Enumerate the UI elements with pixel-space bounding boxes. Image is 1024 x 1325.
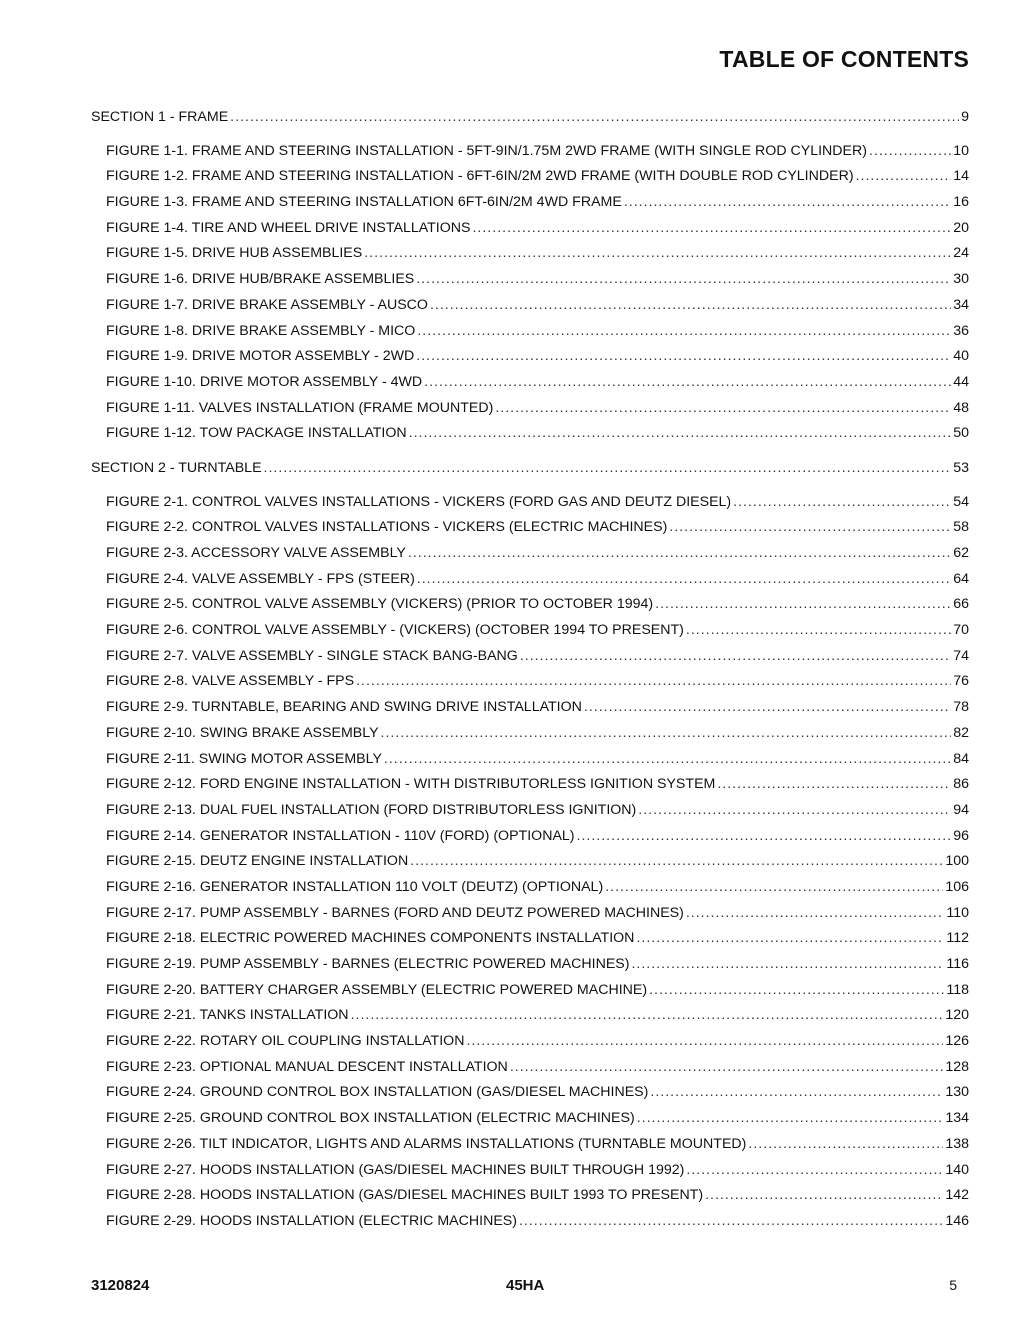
toc-entry-page: 142 <box>945 1187 969 1204</box>
toc-figure-entry[interactable] <box>91 569 969 595</box>
toc-figure-entry[interactable] <box>91 723 969 749</box>
toc-figure-entry[interactable] <box>91 295 969 321</box>
toc-figure-entry[interactable] <box>91 543 969 569</box>
dot-leader <box>686 903 945 923</box>
toc-entry-label: FIGURE 1-1. FRAME AND STEERING INSTALLATION - 5FT-9IN/1.75M 2WD FRAME (WITH SINGLE ROD CYLINDER) <box>106 142 867 159</box>
toc-entry-label: FIGURE 1-3. FRAME AND STEERING INSTALLATION 6FT-6IN/2M 4WD FRAME <box>106 194 622 211</box>
toc-figure-entry[interactable] <box>91 192 969 218</box>
toc-figure-entry[interactable] <box>91 1057 969 1083</box>
dot-leader <box>748 1134 943 1154</box>
toc-figure-entry[interactable] <box>91 1005 969 1031</box>
toc-entry-label: FIGURE 2-6. CONTROL VALVE ASSEMBLY - (VICKERS) (OCTOBER 1994 TO PRESENT) <box>106 622 684 639</box>
toc-entry-page: 100 <box>945 853 969 870</box>
toc-figure-entry[interactable] <box>91 800 969 826</box>
toc-entry-label: FIGURE 1-11. VALVES INSTALLATION (FRAME MOUNTED) <box>106 399 494 416</box>
toc-entry-page: 9 <box>961 109 969 125</box>
dot-leader <box>466 1031 943 1051</box>
toc-entry-page: 10 <box>953 142 969 159</box>
toc-entry-page: 118 <box>946 981 969 998</box>
toc-figure-entry[interactable] <box>91 517 969 543</box>
toc-entry-page: 48 <box>953 399 969 416</box>
dot-leader <box>410 851 943 871</box>
model-name: 45HA <box>506 1277 545 1294</box>
toc-entry-label: FIGURE 2-11. SWING MOTOR ASSEMBLY <box>106 750 382 767</box>
toc-entry-page: 110 <box>946 904 969 921</box>
toc-figure-entry[interactable] <box>91 877 969 903</box>
dot-leader <box>472 218 951 238</box>
toc-figure-entry[interactable] <box>91 1108 969 1134</box>
toc-figure-entry[interactable] <box>91 980 969 1006</box>
toc-entry-page: 84 <box>953 750 969 767</box>
toc-entry-page: 86 <box>953 776 969 793</box>
toc-entry-page: 54 <box>953 493 969 510</box>
toc-figure-entry[interactable] <box>91 166 969 192</box>
toc-section-entry[interactable] <box>91 107 969 133</box>
toc-entry-page: 74 <box>953 647 969 664</box>
toc-figure-entry[interactable] <box>91 1082 969 1108</box>
toc-entry-label: FIGURE 2-18. ELECTRIC POWERED MACHINES COMPONENTS INSTALLATION <box>106 930 635 947</box>
toc-entry-label: FIGURE 1-6. DRIVE HUB/BRAKE ASSEMBLIES <box>106 271 415 288</box>
toc-entry-page: 14 <box>953 168 969 185</box>
dot-leader <box>430 295 951 315</box>
toc-entry-page: 44 <box>953 373 969 390</box>
toc-figure-entry[interactable] <box>91 492 969 518</box>
toc-entry-label: SECTION 2 - TURNTABLE <box>91 459 262 476</box>
dot-leader <box>717 774 951 794</box>
toc-entry-label: FIGURE 2-26. TILT INDICATOR, LIGHTS AND ALARMS INSTALLATIONS (TURNTABLE MOUNTED) <box>106 1135 747 1152</box>
toc-entry-page: 58 <box>953 519 969 536</box>
toc-entry-page: 140 <box>945 1161 969 1178</box>
toc-entry-page: 78 <box>953 699 969 716</box>
toc-entry-page: 126 <box>945 1033 969 1050</box>
dot-leader <box>356 671 951 691</box>
toc-figure-entry[interactable] <box>91 774 969 800</box>
dot-leader <box>686 1160 943 1180</box>
dot-leader <box>655 594 951 614</box>
toc-entry-page: 128 <box>945 1058 969 1075</box>
toc-entry-label: FIGURE 1-2. FRAME AND STEERING INSTALLATION - 6FT-6IN/2M 2WD FRAME (WITH DOUBLE ROD CYLINDER) <box>106 168 854 185</box>
toc-section-entry[interactable] <box>91 458 969 484</box>
toc-entry-label: FIGURE 2-10. SWING BRAKE ASSEMBLY <box>106 724 379 741</box>
toc-entry-label: FIGURE 1-10. DRIVE MOTOR ASSEMBLY - 4WD <box>106 373 423 390</box>
toc-entry-label: FIGURE 2-8. VALVE ASSEMBLY - FPS <box>106 673 355 690</box>
toc-entry-page: 130 <box>945 1084 969 1101</box>
dot-leader <box>577 826 952 846</box>
toc-figure-entry[interactable] <box>91 851 969 877</box>
toc-entry-label: FIGURE 2-17. PUMP ASSEMBLY - BARNES (FORD AND DEUTZ POWERED MACHINES) <box>106 904 684 921</box>
dot-leader <box>495 398 951 418</box>
dot-leader <box>605 877 943 897</box>
dot-leader <box>520 646 951 666</box>
toc-entry-page: 82 <box>953 724 969 741</box>
toc-entry-page: 120 <box>945 1007 969 1024</box>
toc-entry-page: 96 <box>953 827 969 844</box>
dot-leader <box>686 620 951 640</box>
dot-leader <box>510 1057 944 1077</box>
toc-entry-page: 66 <box>953 596 969 613</box>
toc-entry-label: FIGURE 1-7. DRIVE BRAKE ASSEMBLY - AUSCO <box>106 296 428 313</box>
dot-leader <box>624 192 951 212</box>
dot-leader <box>519 1211 943 1231</box>
dot-leader <box>416 269 951 289</box>
toc-entry-page: 134 <box>945 1110 969 1127</box>
dot-leader <box>856 166 952 186</box>
toc-entry-label: FIGURE 2-20. BATTERY CHARGER ASSEMBLY (ELECTRIC POWERED MACHINE) <box>106 981 648 998</box>
toc-entry-page: 138 <box>945 1135 969 1152</box>
toc-entry-label: FIGURE 1-4. TIRE AND WHEEL DRIVE INSTALLATIONS <box>106 219 471 236</box>
toc-entry-page: 112 <box>946 930 969 947</box>
dot-leader <box>733 492 951 512</box>
dot-leader <box>381 723 952 743</box>
toc-entry-page: 70 <box>953 622 969 639</box>
toc-figure-entry[interactable] <box>91 903 969 929</box>
toc-entry-label: FIGURE 1-5. DRIVE HUB ASSEMBLIES <box>106 245 363 262</box>
toc-entry-label: FIGURE 2-2. CONTROL VALVES INSTALLATIONS - VICKERS (ELECTRIC MACHINES) <box>106 519 668 536</box>
toc-entry-page: 50 <box>953 425 969 442</box>
dot-leader <box>638 800 951 820</box>
document-number: 3120824 <box>91 1277 150 1294</box>
table-of-contents <box>91 107 969 1237</box>
toc-figure-entry[interactable] <box>91 646 969 672</box>
toc-entry-label: FIGURE 2-7. VALVE ASSEMBLY - SINGLE STACK BANG-BANG <box>106 647 518 664</box>
toc-entry-page: 53 <box>953 459 969 476</box>
dot-leader <box>636 928 944 948</box>
toc-entry-page: 64 <box>953 570 969 587</box>
toc-entry-label: FIGURE 2-29. HOODS INSTALLATION (ELECTRIC MACHINES) <box>106 1212 517 1229</box>
toc-entry-page: 30 <box>953 271 969 288</box>
toc-entry-label: FIGURE 2-15. DEUTZ ENGINE INSTALLATION <box>106 853 409 870</box>
toc-figure-entry[interactable] <box>91 1185 969 1211</box>
toc-entry-label: FIGURE 2-22. ROTARY OIL COUPLING INSTALLATION <box>106 1033 465 1050</box>
toc-figure-entry[interactable] <box>91 243 969 269</box>
toc-entry-page: 94 <box>953 801 969 818</box>
toc-figure-entry[interactable] <box>91 620 969 646</box>
toc-entry-page: 40 <box>953 348 969 365</box>
toc-figure-entry[interactable] <box>91 671 969 697</box>
dot-leader <box>230 107 959 127</box>
toc-figure-entry[interactable] <box>91 218 969 244</box>
dot-leader <box>416 346 951 366</box>
toc-entry-label: FIGURE 2-25. GROUND CONTROL BOX INSTALLATION (ELECTRIC MACHINES) <box>106 1110 635 1127</box>
toc-entry-label: FIGURE 2-24. GROUND CONTROL BOX INSTALLATION (GAS/DIESEL MACHINES) <box>106 1084 649 1101</box>
toc-entry-label: FIGURE 2-19. PUMP ASSEMBLY - BARNES (ELECTRIC POWERED MACHINES) <box>106 956 630 972</box>
dot-leader <box>869 141 951 161</box>
toc-entry-label: FIGURE 2-13. DUAL FUEL INSTALLATION (FORD DISTRIBUTORLESS IGNITION) <box>106 801 637 818</box>
dot-leader <box>364 243 951 263</box>
dot-leader <box>631 954 944 974</box>
toc-entry-label: FIGURE 2-1. CONTROL VALVES INSTALLATIONS - VICKERS (FORD GAS AND DEUTZ DIESEL) <box>106 493 732 510</box>
toc-entry-label: FIGURE 2-9. TURNTABLE, BEARING AND SWING DRIVE INSTALLATION <box>106 699 582 716</box>
toc-figure-entry[interactable] <box>91 346 969 372</box>
toc-entry-page: 106 <box>945 878 969 895</box>
toc-figure-entry[interactable] <box>91 928 969 954</box>
toc-figure-entry[interactable] <box>91 1031 969 1057</box>
toc-figure-entry[interactable] <box>91 321 969 347</box>
toc-entry-page: 16 <box>953 194 969 211</box>
toc-entry-label: FIGURE 2-3. ACCESSORY VALVE ASSEMBLY <box>106 545 406 561</box>
toc-figure-entry[interactable] <box>91 1211 969 1237</box>
toc-figure-entry[interactable] <box>91 372 969 398</box>
toc-figure-entry[interactable] <box>91 826 969 852</box>
toc-figure-entry[interactable] <box>91 269 969 295</box>
toc-entry-label: FIGURE 2-14. GENERATOR INSTALLATION - 110V (FORD) (OPTIONAL) <box>106 827 575 844</box>
toc-entry-label: FIGURE 2-21. TANKS INSTALLATION <box>106 1007 349 1024</box>
toc-entry-page: 24 <box>953 245 969 262</box>
dot-leader <box>409 423 952 443</box>
toc-figure-entry[interactable] <box>91 398 969 424</box>
toc-entry-label: FIGURE 1-12. TOW PACKAGE INSTALLATION <box>106 425 407 442</box>
page-number: 5 <box>949 1277 957 1293</box>
dot-leader <box>669 517 951 537</box>
dot-leader <box>417 569 951 589</box>
dot-leader <box>584 697 951 717</box>
toc-entry-label: FIGURE 2-27. HOODS INSTALLATION (GAS/DIESEL MACHINES BUILT THROUGH 1992) <box>106 1161 685 1178</box>
toc-entry-page: 146 <box>945 1212 969 1229</box>
toc-entry-label: FIGURE 2-5. CONTROL VALVE ASSEMBLY (VICKERS) (PRIOR TO OCTOBER 1994) <box>106 596 654 613</box>
dot-leader <box>424 372 951 392</box>
dot-leader <box>637 1108 944 1128</box>
toc-entry-page: 116 <box>946 956 969 972</box>
toc-entry-label: FIGURE 2-23. OPTIONAL MANUAL DESCENT INSTALLATION <box>106 1058 508 1075</box>
toc-entry-label: FIGURE 1-9. DRIVE MOTOR ASSEMBLY - 2WD <box>106 348 415 365</box>
toc-entry-label: FIGURE 2-16. GENERATOR INSTALLATION 110 VOLT (DEUTZ) (OPTIONAL) <box>106 878 604 895</box>
toc-figure-entry[interactable] <box>91 423 969 449</box>
toc-entry-label: FIGURE 2-28. HOODS INSTALLATION (GAS/DIESEL MACHINES BUILT 1993 TO PRESENT) <box>106 1187 704 1204</box>
toc-figure-entry[interactable] <box>91 594 969 620</box>
dot-leader <box>650 1082 943 1102</box>
toc-figure-entry[interactable] <box>91 1160 969 1186</box>
dot-leader <box>264 458 952 478</box>
dot-leader <box>417 321 951 341</box>
toc-entry-label: FIGURE 2-4. VALVE ASSEMBLY - FPS (STEER) <box>106 570 415 587</box>
toc-figure-entry[interactable] <box>91 141 969 167</box>
toc-figure-entry[interactable] <box>91 749 969 775</box>
toc-entry-page: 34 <box>953 296 969 313</box>
toc-figure-entry[interactable] <box>91 697 969 723</box>
dot-leader <box>649 980 944 1000</box>
toc-entry-page: 62 <box>953 545 969 561</box>
toc-entry-page: 36 <box>953 322 969 339</box>
dot-leader <box>384 749 951 769</box>
toc-entry-page: 20 <box>953 219 969 236</box>
toc-entry-label: FIGURE 1-8. DRIVE BRAKE ASSEMBLY - MICO <box>106 322 416 339</box>
dot-leader <box>705 1185 943 1205</box>
toc-entry-label: SECTION 1 - FRAME <box>91 109 229 125</box>
toc-entry-label: FIGURE 2-12. FORD ENGINE INSTALLATION - WITH DISTRIBUTORLESS IGNITION SYSTEM <box>106 776 716 793</box>
dot-leader <box>351 1005 944 1025</box>
toc-figure-entry[interactable] <box>91 1134 969 1160</box>
dot-leader <box>408 543 951 563</box>
toc-figure-entry[interactable] <box>91 954 969 980</box>
toc-entry-page: 76 <box>953 673 969 690</box>
page-title: TABLE OF CONTENTS <box>719 46 969 72</box>
